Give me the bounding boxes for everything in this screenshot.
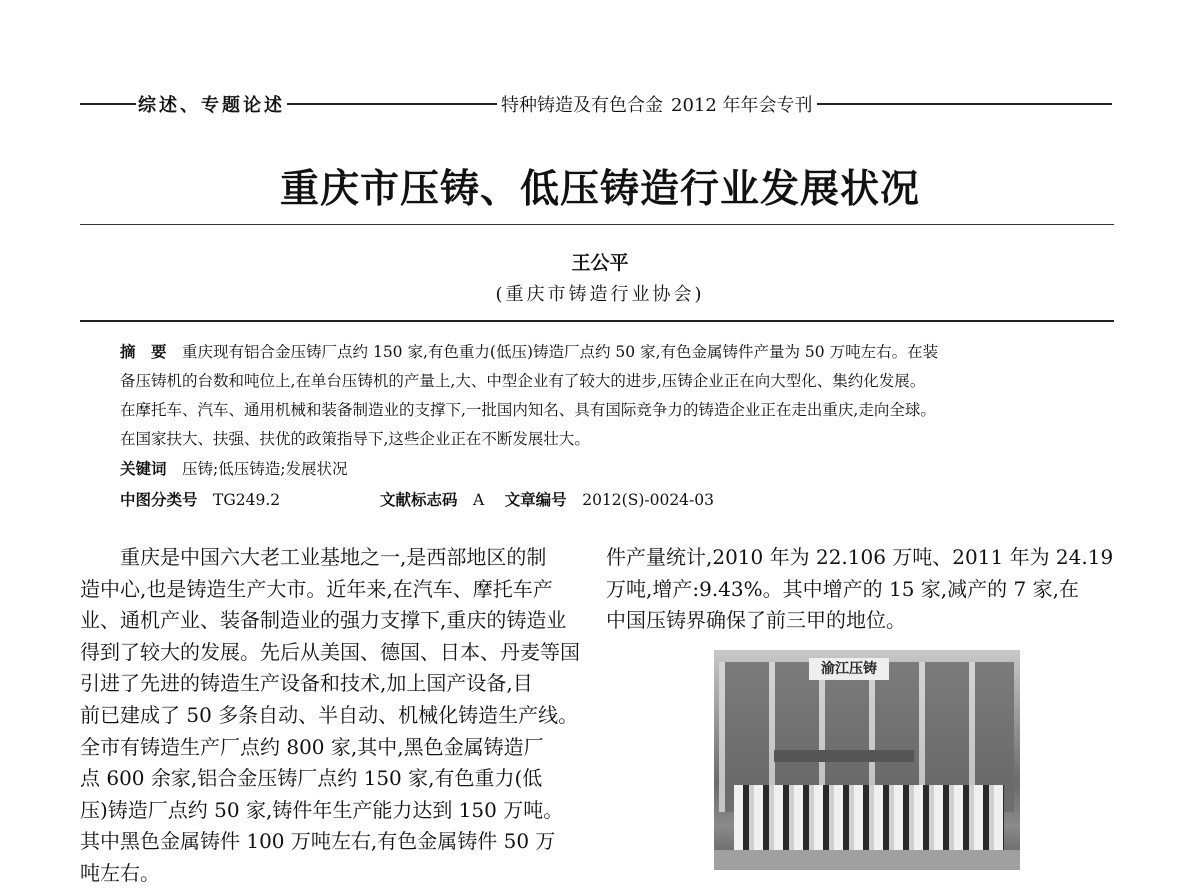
article-title: 重庆市压铸、低压铸造行业发展状况 (279, 167, 920, 212)
header-rule (80, 103, 136, 105)
body-line: 件产量统计,2010 年为 22.106 万吨、2011 年为 24.19 (606, 545, 1114, 569)
body-line: 压)铸造厂点约 50 家,铸件年生产能力达到 150 万吨。 (80, 797, 564, 822)
author: 王公平 (571, 252, 629, 274)
abstract-label: 摘 要 (120, 343, 167, 361)
building-sign: 渝江压铸 (809, 658, 889, 680)
body-line: 全市有铸造生产厂点约 800 家,其中,黑色金属铸造厂 (80, 734, 544, 759)
header-rule (287, 103, 497, 105)
header-issue: 2012 年年会专刊 (671, 95, 813, 116)
abstract-line: 备压铸机的台数和吨位上,在单台压铸机的产量上,大、中型企业有了较大的进步,压铸企业正在向大型化、集约化发展。 (120, 372, 926, 390)
header-rule (817, 103, 1112, 105)
body-line: 引进了先进的铸造生产设备和技术,加上国产设备,目 (80, 671, 533, 696)
ground (714, 850, 1020, 870)
body-left-column (80, 542, 580, 890)
article-no-label: 文章编号 (504, 491, 567, 509)
body-line: 造中心,也是铸造生产大市。近年来,在汽车、摩托车产 (80, 576, 553, 601)
body-line: 前已建成了 50 多条自动、半自动、机械化铸造生产线。 (80, 702, 579, 727)
header-journal: 特种铸造及有色合金 (501, 95, 663, 116)
entrance-canopy (774, 750, 914, 762)
abstract-rule (80, 320, 1114, 322)
classification (120, 488, 1110, 510)
keywords (120, 457, 1110, 479)
body-line: 中国压铸界确保了前三甲的地位。 (606, 608, 906, 633)
running-header (80, 90, 1112, 118)
body-line: 吨左右。 (80, 860, 160, 885)
abstract-text: 重庆现有铝合金压铸厂点约 150 家,有色重力(低压)铸造厂点约 50 家,有色金属铸件产量为 50 万吨左右。在装 (182, 343, 939, 361)
doc-code-label: 文献标志码 (380, 491, 458, 509)
abstract-line: 在国家扶大、扶强、扶优的政策指导下,这些企业正在不断发展壮大。 (120, 430, 590, 448)
body-line: 万吨,增产:9.43%。其中增产的 15 家,减产的 7 家,在 (606, 576, 1079, 601)
abstract-line: 在摩托车、汽车、通用机械和装备制造业的支撑下,一批国内知名、具有国际竞争力的铸造企业正在走出重庆,走向全球。 (120, 401, 936, 419)
body-line: 点 600 余家,铝合金压铸厂点约 150 家,有色重力(低 (80, 766, 543, 791)
affiliation: (重庆市铸造行业协会) (495, 284, 705, 305)
group-of-people (734, 785, 1004, 850)
keywords-label: 关键词 (120, 460, 167, 478)
header-section: 综述、专题论述 (138, 95, 285, 116)
body-line: 重庆是中国六大老工业基地之一,是西部地区的制 (80, 545, 547, 569)
doc-code-value: A (473, 491, 485, 509)
body-line: 业、通机产业、装备制造业的强力支撑下,重庆的铸造业 (80, 608, 567, 633)
body-line: 得到了较大的发展。先后从美国、德国、日本、丹麦等国 (80, 639, 580, 664)
article-no-value: 2012(S)-0024-03 (582, 491, 715, 509)
keywords-text: 压铸;低压铸造;发展状况 (182, 460, 348, 478)
factory-group-photo (714, 650, 1020, 870)
clc-label: 中图分类号 (120, 491, 198, 509)
clc-value: TG249.2 (213, 491, 281, 509)
body-right-column (606, 542, 1113, 637)
body-line: 其中黑色金属铸件 100 万吨左右,有色金属铸件 50 万 (80, 829, 556, 854)
title-rule (80, 224, 1114, 225)
abstract-line (120, 340, 1110, 362)
